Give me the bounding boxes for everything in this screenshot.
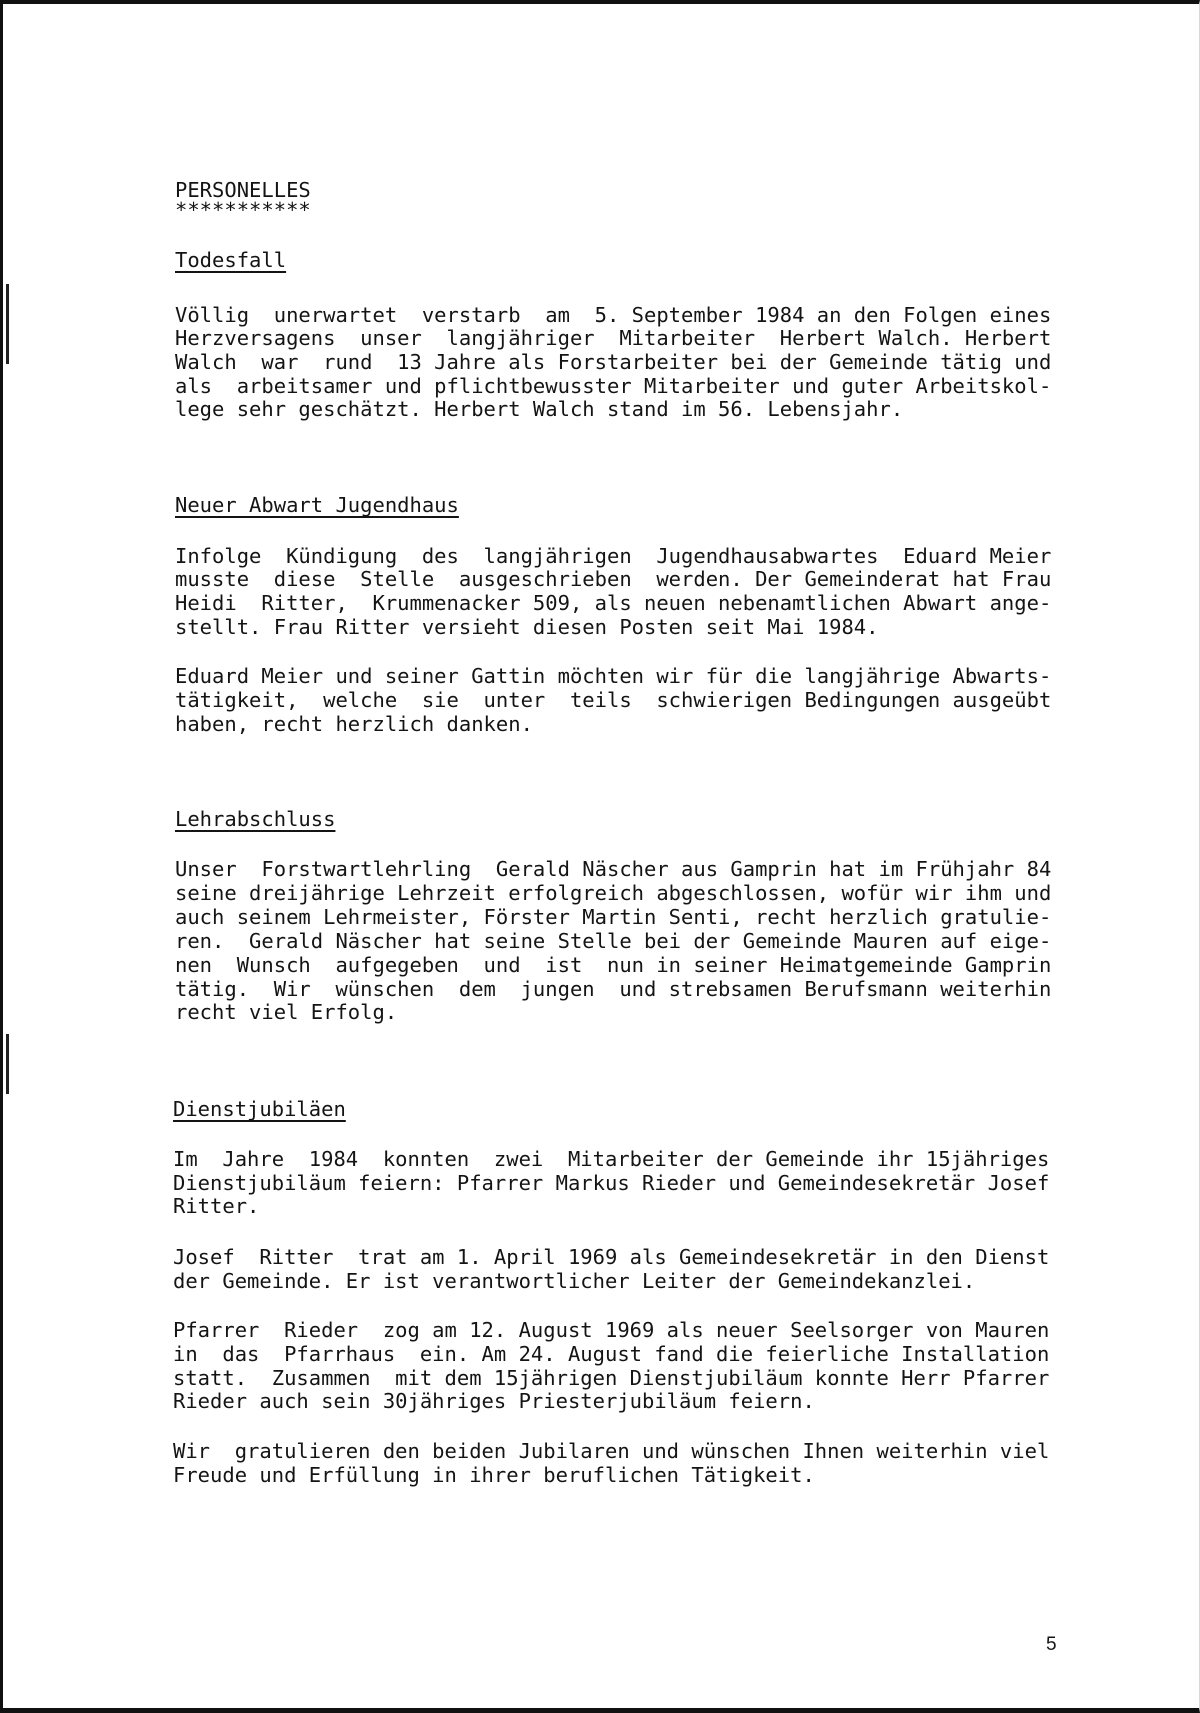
text-line: Eduard Meier und seiner Gattin möchten wir für die langjährige Abwarts- [175, 664, 1052, 688]
text-line: Wir gratulieren den beiden Jubilaren und wünschen Ihnen weiterhin viel [173, 1439, 1050, 1463]
text-line: haben, recht herzlich danken. [175, 712, 533, 736]
text-line: Josef Ritter trat am 1. April 1969 als Gemeindesekretär in den Dienst [173, 1245, 1050, 1269]
text-line: Freude und Erfüllung in ihrer beruflichen Tätigkeit. [173, 1463, 815, 1487]
heading-dienstjubilaeen: Dienstjubiläen [173, 1097, 346, 1121]
text-line: Pfarrer Rieder zog am 12. August 1969 als neuer Seelsorger von Mauren [173, 1318, 1050, 1342]
text-line: der Gemeinde. Er ist verantwortlicher Leiter der Gemeindekanzlei. [173, 1269, 976, 1293]
text-line: Unser Forstwartlehrling Gerald Näscher aus Gamprin hat im Frühjahr 84 [175, 857, 1052, 881]
text-line: ren. Gerald Näscher hat seine Stelle bei der Gemeinde Mauren auf eige- [175, 929, 1052, 953]
section-title: PERSONELLES [175, 178, 311, 202]
text-line: stellt. Frau Ritter versieht diesen Posten seit Mai 1984. [175, 615, 879, 639]
text-line: Rieder auch sein 30jähriges Priesterjubiläum feiern. [173, 1389, 815, 1413]
page-number: 5 [1046, 1634, 1057, 1655]
scan-edge-mark [6, 1034, 9, 1094]
text-line: Walch war rund 13 Jahre als Forstarbeiter bei der Gemeinde tätig und [175, 350, 1052, 374]
text-line: seine dreijährige Lehrzeit erfolgreich abgeschlossen, wofür wir ihm und [175, 881, 1052, 905]
text-line: Herzversagens unser langjähriger Mitarbeiter Herbert Walch. Herbert [175, 326, 1052, 350]
section-title-rule: *********** [175, 198, 311, 222]
text-line: recht viel Erfolg. [175, 1000, 398, 1024]
heading-todesfall: Todesfall [175, 248, 287, 272]
text-line: Im Jahre 1984 konnten zwei Mitarbeiter der Gemeinde ihr 15jähriges [173, 1147, 1050, 1171]
text-line: in das Pfarrhaus ein. Am 24. August fand die feierliche Installation [173, 1342, 1050, 1366]
text-line: als arbeitsamer und pflichtbewusster Mitarbeiter und guter Arbeitskol- [175, 374, 1052, 398]
text-line: auch seinem Lehrmeister, Förster Martin Senti, recht herzlich gratulie- [175, 905, 1052, 929]
text-line: tätig. Wir wünschen dem jungen und strebsamen Berufsmann weiterhin [175, 977, 1052, 1001]
text-line: Völlig unerwartet verstarb am 5. September 1984 an den Folgen eines [175, 303, 1052, 327]
heading-lehrabschluss: Lehrabschluss [175, 807, 336, 831]
scan-edge-mark [6, 284, 9, 364]
text-line: musste diese Stelle ausgeschrieben werden. Der Gemeinderat hat Frau [175, 567, 1052, 591]
text-line: statt. Zusammen mit dem 15jährigen Dienstjubiläum konnte Herr Pfarrer [173, 1366, 1050, 1390]
heading-neuer-abwart: Neuer Abwart Jugendhaus [175, 493, 459, 517]
text-line: tätigkeit, welche sie unter teils schwierigen Bedingungen ausgeübt [175, 688, 1052, 712]
text-line: Infolge Kündigung des langjährigen Jugendhausabwartes Eduard Meier [175, 544, 1052, 568]
text-line: Ritter. [173, 1194, 260, 1218]
text-line: lege sehr geschätzt. Herbert Walch stand im 56. Lebensjahr. [175, 397, 904, 421]
text-line: Dienstjubiläum feiern: Pfarrer Markus Rieder und Gemeindesekretär Josef [173, 1171, 1050, 1195]
text-line: nen Wunsch aufgegeben und ist nun in seiner Heimatgemeinde Gamprin [175, 953, 1052, 977]
text-line: Heidi Ritter, Krummenacker 509, als neuen nebenamtlichen Abwart ange- [175, 591, 1052, 615]
